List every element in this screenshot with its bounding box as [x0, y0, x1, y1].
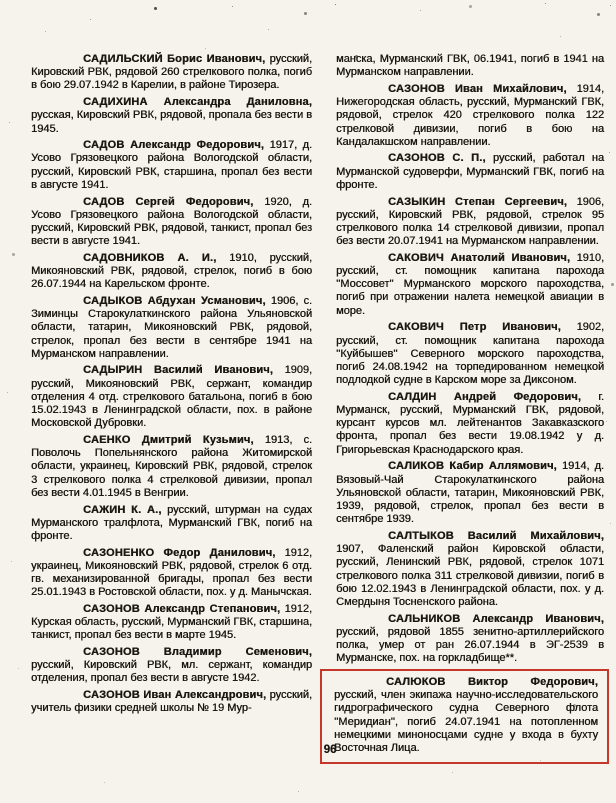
- entry-name: САЗОНОВ Александр Степанович,: [83, 602, 281, 615]
- entry: [31, 504, 312, 544]
- entry-text: русский, рядовой 1855 зенитно-артиллерийского полка, умер от ран 26.07.1944 в ЭГ-2539 в Мурманске, пох. на горкладбище**.: [336, 625, 604, 665]
- entry-name: САЗЫКИН Степан Сергеевич,: [388, 195, 568, 208]
- entry-text: 1906, русский, Кировский РВК, рядовой, стрелок 95 стрелкового полка 14 стрелковой дивизии, пропал без вести 20.07.1941 на Мурманском направлении.: [336, 195, 604, 248]
- entry-name: САЛЬНИКОВ Александр Иванович,: [388, 612, 604, 625]
- entry: [31, 53, 312, 93]
- entry: [336, 530, 604, 609]
- entry-name: САЛЮКОВ Виктор Федорович,: [386, 675, 598, 688]
- page-number: 96: [323, 744, 337, 756]
- entry-name: САЗОНОВ Владимир Семенович,: [83, 646, 312, 659]
- entry-text: русский, Кировский РВК, рядовой 260 стрелкового полка, погиб в бою 29.07.1942 в Карелии, в районе Тирозера.: [31, 53, 313, 92]
- entry-name: САКОВИЧ Анатолий Иванович,: [388, 251, 571, 264]
- entry-text: русский, штурман на судах Мурманского тралфлота, Мурманский ГВК, погиб на фронте.: [31, 503, 313, 542]
- entry-text: 1914, Нижегородская область, русский, Мурманский ГВК, рядовой, стрелок 420 стрелкового полка 122 стрелковой дивизии, погиб в бою на Кандалакшском направлении.: [336, 82, 604, 148]
- entry: [31, 196, 312, 249]
- entry: [336, 391, 604, 457]
- entry-name: САЖИН К. А.,: [83, 503, 162, 516]
- entry: [31, 139, 312, 192]
- entry-name: САДЫРИН Василий Иванович,: [83, 364, 274, 377]
- entry-text: манска, Мурманский ГВК, 06.1941, погиб в 1941 на Мурманском направлении.: [336, 53, 604, 79]
- entry-text: 1917, д. Усово Грязовецкого района Вологодской области, русский, Кировский РВК, старшина, пропал без вести в августе 1941.: [31, 139, 313, 191]
- entry: [336, 613, 604, 666]
- entry-name: САЗОНОВ Иван Михайлович,: [388, 82, 567, 95]
- right-column: [336, 53, 604, 764]
- entry-name: САДОВ Александр Федорович,: [83, 139, 265, 152]
- entry-name: САДИХИНА Александра Даниловна,: [83, 96, 312, 109]
- entry-text: 1913, с. Поволочь Попельнянского района Житомирской области, украинец, Кировский РВК, рядовой, стрелок 3 стрелкового полка 4 стрелковой дивизии, пропал без вести 4.01.1945 в Венгрии.: [31, 433, 313, 499]
- entry-text: 1910, русский, ст. помощник капитана парохода ''Моссовет'' Мурманского морского пароходства, погиб при отражении налета немецкой авиации в море.: [336, 251, 604, 317]
- entry: [31, 252, 312, 292]
- entry-name: САКОВИЧ Петр Иванович,: [388, 321, 561, 334]
- entry: [31, 364, 312, 430]
- entry-text: г. Мурманск, русский, Мурманский ГВК, рядовой, курсант курсов мл. лейтенантов Закавказского фронта, пропал без вести 19.08.1942 у д. Григорьевская Краснодарского края.: [336, 390, 604, 456]
- entry-text: 1912, Курская область, русский, Мурманский ГВК, старшина, танкист, пропал без вести в марте 1945.: [31, 602, 312, 642]
- entry: [336, 460, 604, 526]
- entry: [31, 603, 312, 643]
- entry-text: 1902, русский, ст. помощник капитана парохода ''Куйбышев'' Северного морского пароходства, погиб 24.08.1942 на торпедированном немецкой подлодкой судне в Карском море за Диксоном.: [336, 321, 604, 387]
- entry: [336, 152, 604, 192]
- entry: [31, 434, 312, 500]
- entry-text: русская, Кировский РВК, рядовой, пропала без вести в 1945.: [31, 109, 312, 135]
- entry-name: САЕНКО Дмитрий Кузьмич,: [83, 433, 254, 446]
- entry-text: русский, Кировский РВК, мл. сержант, командир отделения, пропал без вести в августе 1942.: [31, 659, 312, 685]
- entry-text: 1910, русский, Микояновский РВК, рядовой, стрелок, погиб в бою 26.07.1944 на Карельском фронте.: [31, 251, 312, 291]
- entry-text: 1907, Фаленский район Кировской области, русский, Ленинский РВК, рядовой, стрелок 1071 стрелкового полка 311 стрелковой дивизии, погиб в бою 12.02.1943 в Ленинградской области, пох. у д. Смердыня Тосненского района.: [336, 543, 604, 608]
- entry-name: САЗОНЕНКО Федор Данилович,: [83, 546, 276, 559]
- entry: [336, 196, 604, 249]
- entry: [336, 252, 604, 318]
- entry-name: САЗОНОВ С. П.,: [388, 152, 486, 165]
- entry-text: русский, член экипажа научно-исследовательского гидрографического судна Северного флота ''Меридиан'', погиб 24.07.1941 на потопленном немецкими миноносцами судне у входа в бухту Восточная Лица.: [334, 689, 598, 754]
- entry-name: САДОВ Сергей Федорович,: [83, 195, 254, 208]
- entry-text: русский, работал на Мурманской судоверфи, Мурманский ГВК, погиб на фронте.: [336, 152, 604, 191]
- entry: [31, 96, 312, 136]
- entry: [31, 547, 312, 600]
- entry-name: САДОВНИКОВ А. И.,: [83, 251, 217, 264]
- entry-text: 1912, украинец, Микояновский РВК, рядовой, стрелок 6 отд. гв. механизированной бригады, пропал без вести 25.01.1943 в Ростовской области, пох. у д. Манычская.: [31, 546, 312, 599]
- entry: [31, 689, 312, 715]
- entry-name: САДИЛЬСКИЙ Борис Иванович,: [83, 53, 266, 65]
- entry-text: русский, учитель физики средней школы № 19 Мур-: [31, 689, 312, 715]
- entry: [336, 83, 604, 149]
- entry-name: САЛИКОВ Кабир Аллямович,: [388, 460, 557, 473]
- entry-name: САДЫКОВ Абдухан Усманович,: [83, 294, 266, 307]
- entry-name: САЗОНОВ Иван Александрович,: [83, 689, 267, 702]
- entry-name: САЛДИН Андрей Федорович,: [388, 390, 582, 403]
- left-column: [31, 53, 312, 719]
- entry-name: САЛТЫКОВ Василий Михайлович,: [388, 529, 604, 542]
- entry: [336, 321, 604, 387]
- entry: [334, 676, 598, 755]
- scan-noise: [0, 0, 1, 1]
- entry-text: 1914, д. Вязовый-Чай Старокулаткинского района Ульяновской области, татарин, Микояновский РВК, 1939, рядовой, стрелок, пропал без вести в сентябре 1939.: [336, 460, 604, 526]
- entry: [31, 295, 312, 361]
- entry-text: 1920, д. Усово Грязовецкого района Вологодской области, русский, Кировский РВК, рядовой, танкист, пропал без вести в августе 1941.: [31, 195, 312, 248]
- entry-text: 1906, с. Зиминцы Старокулаткинского района Ульяновской области, татарин, Микояновский РВК, рядовой, стрелок, пропал без вести в сентябре 1941 на Мурманском направлении.: [31, 294, 312, 360]
- entry: [336, 53, 604, 79]
- entry-text: 1909, русский, Микояновский РВК, сержант, командир отделения 4 отд. стрелкового батальона, погиб в бою 15.02.1943 в Ленинградской области, пох. в районе Московской Дубровки.: [31, 364, 312, 430]
- entry: [31, 646, 312, 686]
- highlight-box: [320, 669, 609, 764]
